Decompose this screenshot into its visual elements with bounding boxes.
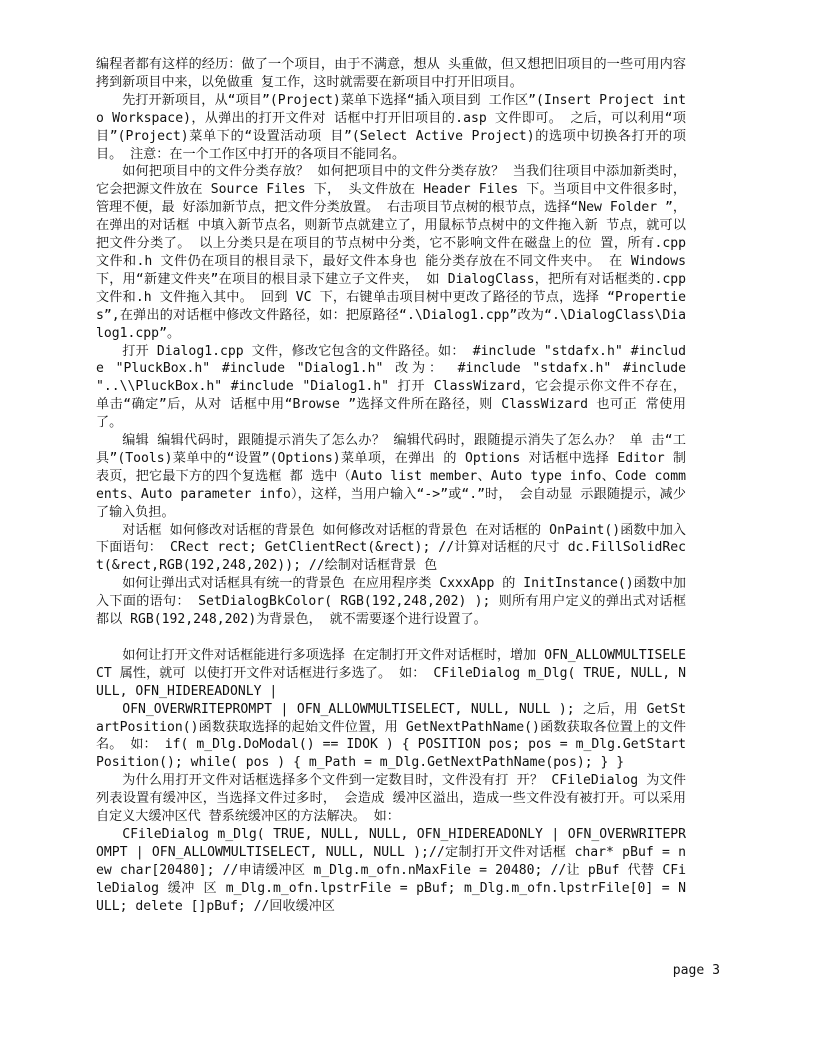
paragraph: 先打开新项目，从“项目”(Project)菜单下选择“插入项目到 工作区”(Insert Project into Workspace)，从弹出的打开文件对 话框中打开旧项目的.asp 文件即可。 之后，可以利用“项目”(Project)菜单下的“设置活动项 目”(Select Active Project)的选项中切换各打开的项目。 注意：在一个工作区中打开的各项目不能同名。 <box>96 92 686 162</box>
paragraph: OFN_OVERWRITEPROMPT | OFN_ALLOWMULTISELECT, NULL, NULL ); 之后，用 GetStartPosition()函数获取选择的起始文件位置，用 GetNextPathName()函数获取各位置上的文件名。 如： if( m_Dlg.DoModal() == IDOK ) { POSITION pos; pos = m_Dlg.GetStartPosition(); while( pos ) { m_Path = m_Dlg.GetNextPathName(pos); } } <box>96 701 686 771</box>
paragraph: 编程者都有这样的经历：做了一个项目，由于不满意，想从 头重做，但又想把旧项目的一些可用内容拷到新项目中来，以免做重 复工作，这时就需要在新项目中打开旧项目。 <box>96 57 686 90</box>
paragraph: 如何让弹出式对话框具有统一的背景色 在应用程序类 CxxxApp 的 InitInstance()函数中加入下面的语句： SetDialogBkColor( RGB(192,248,202) ); 则所有用户定义的弹出式对话框都以 RGB(192,248,202)为背景色， 就不需要逐个进行设置了。 <box>96 576 686 628</box>
paragraph: 如何把项目中的文件分类存放？ 如何把项目中的文件分类存放？ 当我们往项目中添加新类时，它会把源文件放在 Source Files 下， 头文件放在 Header Files 下。当项目中文件很多时，管理不便，最 好添加新节点，把文件分类放置。 右击项目节点树的根节点，选择“New Folder ”，在弹出的对话框 中填入新节点名，则新节点就建立了，用鼠标节点树中的文件拖入新 节点，就可以把文件分类了。 以上分类只是在项目的节点树中分类，它不影响文件在磁盘上的位 置，所有.cpp 文件和.h 文件仍在项目的根目录下，最好文件本身也 能分类存放在不同文件夹中。 在 Windows 下，用“新建文件夹”在项目的根目录下建立子文件夹， 如 DialogClass，把所有对话框类的.cpp 文件和.h 文件拖入其中。 回到 VC 下，右键单击项目树中更改了路径的节点，选择 “Properties”,在弹出的对话框中修改文件路径，如：把原路径“.\Dialog1.cpp”改为“.\DialogClass\Dialog1.cpp”。 <box>96 164 686 341</box>
page-number: page 3 <box>672 963 720 978</box>
paragraph: 对话框 如何修改对话框的背景色 如何修改对话框的背景色 在对话框的 OnPaint()函数中加入下面语句： CRect rect; GetClientRect(&rect); //计算对话框的尺寸 dc.FillSolidRect(&rect,RGB(192,248,202)); //绘制对话框背景 色 <box>96 522 686 574</box>
paragraph: 为什么用打开文件对话框选择多个文件到一定数目时，文件没有打 开？ CFileDialog 为文件列表设置有缓冲区，当选择文件过多时， 会造成 缓冲区溢出，造成一些文件没有被打开。可以采用自定义大缓冲区代 替系统缓冲区的方法解决。 如： <box>96 773 686 825</box>
paragraph: 如何让打开文件对话框能进行多项选择 在定制打开文件对话框时，增加 OFN_ALLOWMULTISELECT 属性，就可 以使打开文件对话框进行多选了。 如： CFileDialog m_Dlg( TRUE, NULL, NULL, OFN_HIDEREADONLY | <box>96 647 686 699</box>
paragraph: 编辑 编辑代码时，跟随提示消失了怎么办？ 编辑代码时，跟随提示消失了怎么办？ 单 击“工具”(Tools)菜单中的“设置”(Options)菜单项，在弹出 的 Options 对话框中选择 Editor 制表页，把它最下方的四个复选框 都 选中（Auto list member、Auto type info、Code comments、Auto parameter info），这样，当用户输入“->”或“.”时， 会自动显 示跟随提示，减少了输入负担。 <box>96 433 686 520</box>
paragraph: CFileDialog m_Dlg( TRUE, NULL, NULL, OFN_HIDEREADONLY | OFN_OVERWRITEPROMPT | OFN_ALLOWMULTISELECT, NULL, NULL );//定制打开文件对话框 char* pBuf = new char[20480]; //申请缓冲区 m_Dlg.m_ofn.nMaxFile = 20480; //让 pBuf 代替 CFileDialog 缓冲 区 m_Dlg.m_ofn.lpstrFile = pBuf; m_Dlg.m_ofn.lpstrFile[0] = NULL; delete []pBuf; //回收缓冲区 <box>96 826 686 914</box>
document-body <box>96 56 686 915</box>
paragraph: 打开 Dialog1.cpp 文件，修改它包含的文件路径。如： #include "stdafx.h" #include "PluckBox.h" #include "Dialog1.h" 改为： #include "stdafx.h" #include "..\\PluckBox.h" #include "Dialog1.h" 打开 ClassWizard，它会提示你文件不存在，单击“确定”后，从对 话框中用“Browse ”选择文件所在路径，则 ClassWizard 也可正 常使用了。 <box>96 343 686 431</box>
